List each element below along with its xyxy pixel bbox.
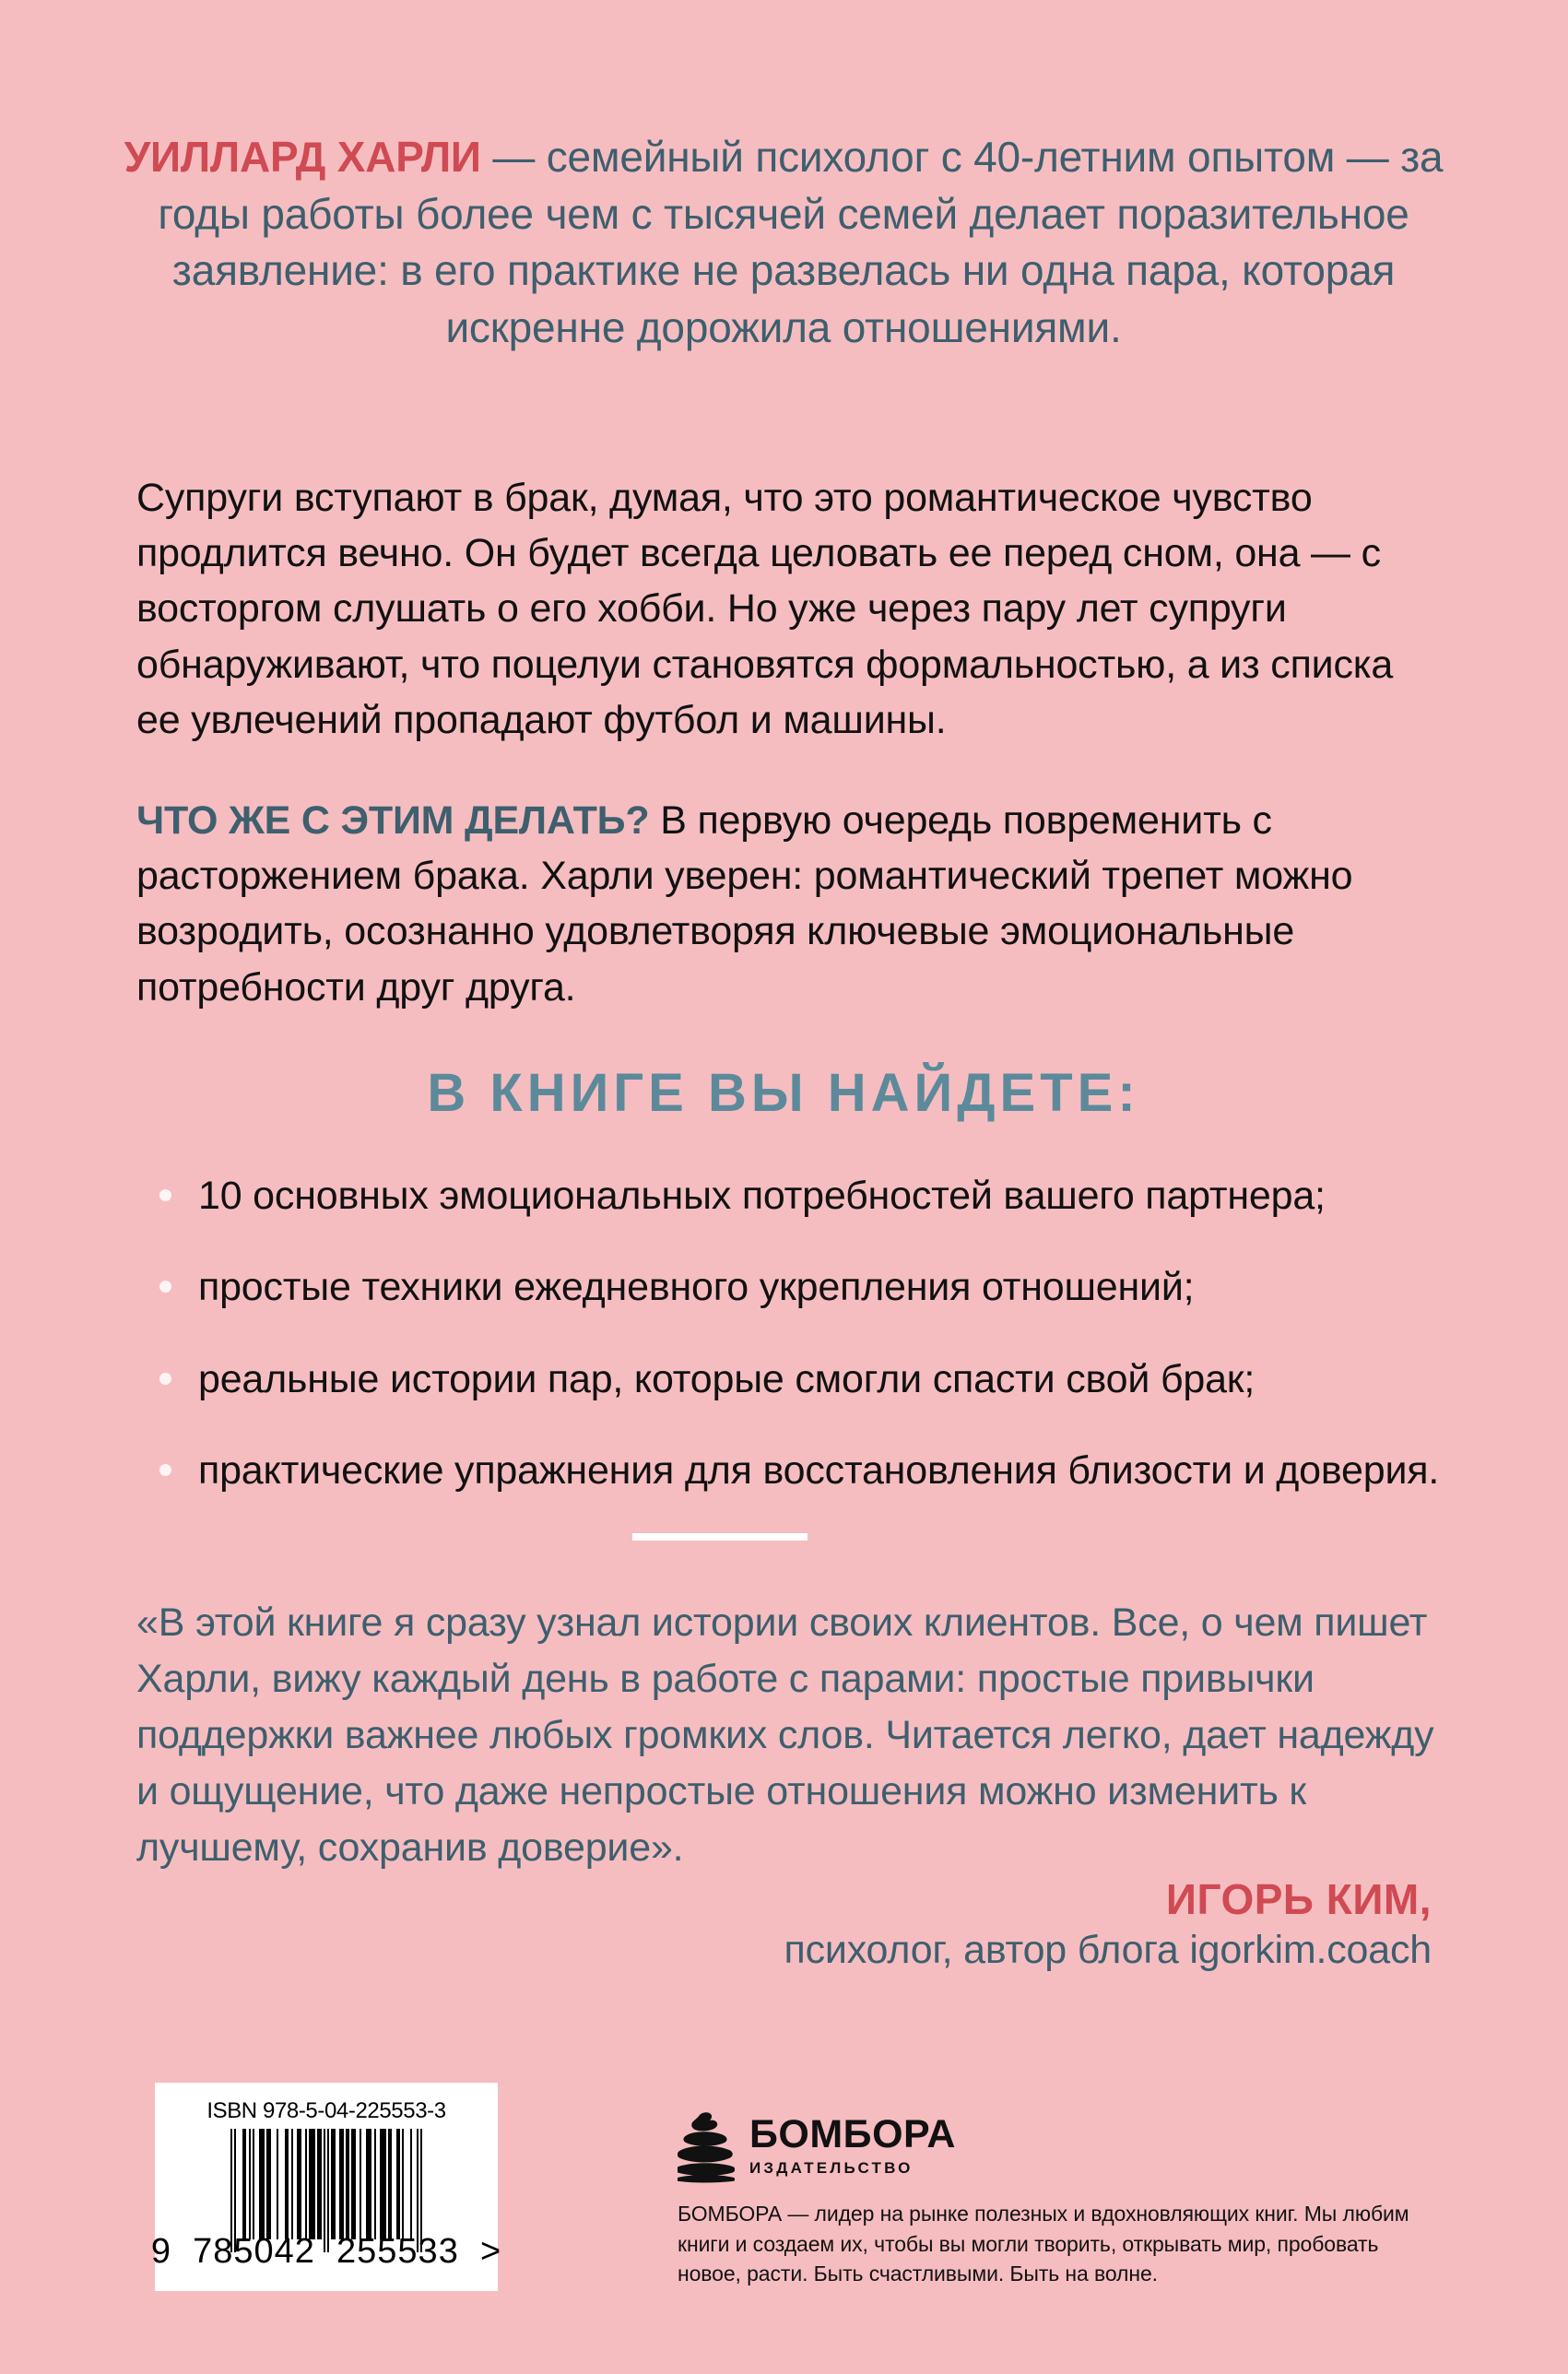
list-item [152, 1444, 1480, 1498]
lead-text: — семейный психолог с 40-летним опытом — за годы работы более чем с тысячей семей делает поразительное заявление: в его практике не развелась ни одна пара, которая искренне дорожила отношениями. [158, 133, 1444, 351]
list-item-label: практические упражнения для восстановления близости и доверия. [198, 1447, 1440, 1493]
divider [632, 1533, 808, 1541]
barcode-bars [230, 2129, 422, 2239]
publisher-logo-row [678, 2111, 1415, 2183]
publisher-names [749, 2111, 956, 2178]
list-item [152, 1260, 1480, 1315]
testimonial-attribution [510, 1873, 1432, 1977]
list-item-label: простые техники ежедневного укрепления отношений; [198, 1265, 1195, 1310]
publisher-subtitle: ИЗДАТЕЛЬСТВО [749, 2159, 914, 2177]
publisher-block [678, 2111, 1415, 2289]
publisher-name: БОМБОРА [749, 2112, 956, 2156]
author-name: УИЛЛАРД ХАРЛИ [124, 133, 481, 181]
list-item-label: реальные истории пар, которые смогли спасти свой брак; [198, 1356, 1256, 1401]
paragraph-kicker: ЧТО ЖЕ С ЭТИМ ДЕЛАТЬ? [136, 798, 650, 843]
body-paragraph-1-text: Супруги вступают в брак, думая, что это романтическое чувство продлится вечно. Он будет всегда целовать ее перед сном, она — с восторгом слушать о его хобби. Но уже через пару лет супруги обнаруживают, что поцелуи становятся формальностью, а из списка ее увлечений пропадают футбол и машины. [136, 476, 1394, 742]
list-item [152, 1352, 1480, 1407]
bullet-dot-icon [159, 1281, 171, 1293]
testimonial-quote: «В этой книге я сразу узнал истории своих клиентов. Все, о чем пишет Харли, вижу каждый день в работе с парами: простые привычки поддержки важнее любых громких слов. Читается легко, дает надежду и ощущение, что даже непростые отношения можно изменить к лучшему, сохранив доверие». [136, 1600, 1434, 1871]
bullet-dot-icon [159, 1373, 171, 1385]
list-item-label: 10 основных эмоциональных потребностей вашего партнера; [198, 1174, 1326, 1218]
body-paragraph-1 [136, 470, 1445, 748]
body-paragraph-2 [136, 793, 1445, 1015]
section-heading: В КНИГЕ ВЫ НАЙДЕТЕ: [427, 1063, 1140, 1123]
barcode-digits: 9 785042 255533 > [150, 2232, 502, 2271]
testimonial-author: ИГОРЬ КИМ, [1165, 1875, 1432, 1923]
testimonial-role: психолог, автор блога igorkim.coach [784, 1928, 1432, 1973]
lead-paragraph [92, 129, 1475, 357]
publisher-description: БОМБОРА — лидер на рынке полезных и вдохновляющих книг. Мы любим книги и создаем их, чтобы вы могли творить, открывать мир, пробовать новое, расти. Быть счастливыми. Быть на волне. [678, 2202, 1409, 2286]
bombora-logo-icon [678, 2111, 735, 2183]
isbn-text: ISBN 978-5-04-225553-3 [206, 2098, 446, 2123]
bullet-dot-icon [159, 1189, 171, 1201]
feature-list [152, 1169, 1480, 1498]
list-item [152, 1169, 1480, 1223]
barcode-block [150, 2083, 502, 2291]
bullet-dot-icon [159, 1464, 171, 1476]
body-paragraph-2-text: В первую очередь повременить с расторжением брака. Харли уверен: романтический трепет можно возродить, осознанно удовлетворяя ключевые эмоциональные потребности друг друга. [136, 798, 1353, 1010]
